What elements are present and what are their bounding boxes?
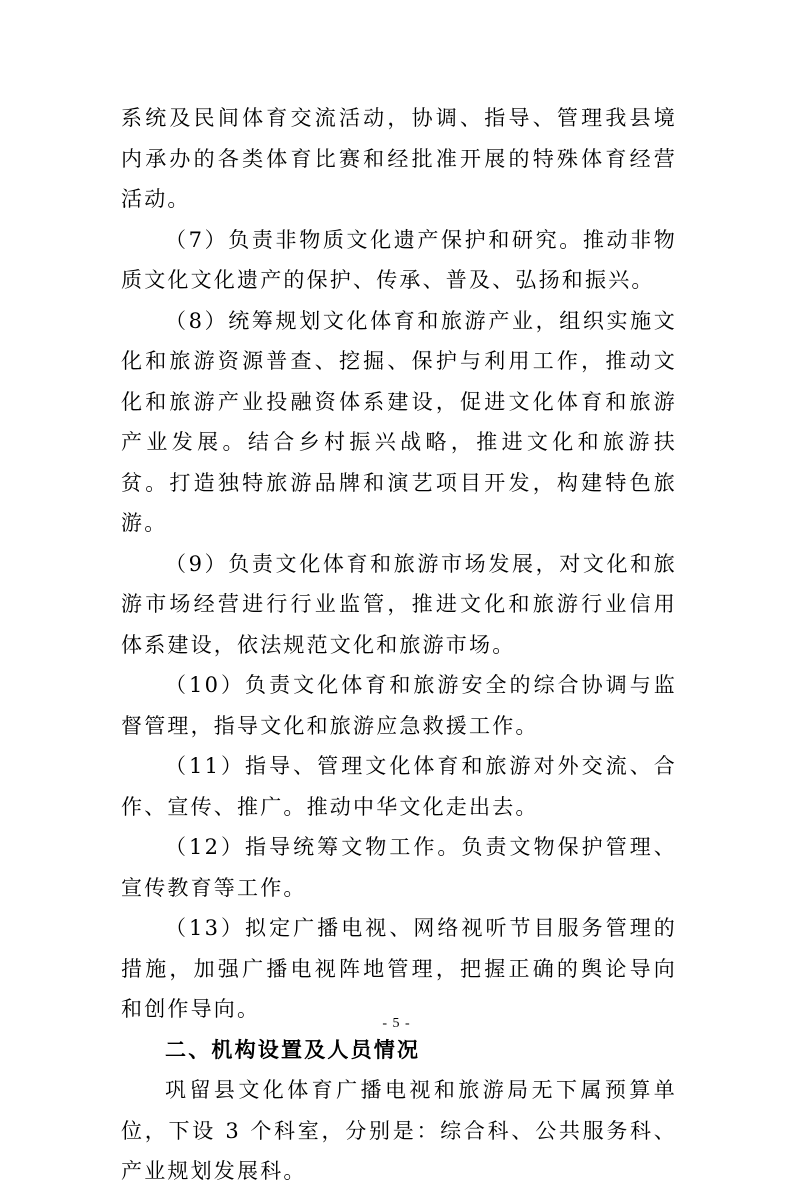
paragraph-item-9: （9）负责文化体育和旅游市场发展，对文化和旅游市场经营进行行业监管，推进文化和旅游行业信用体系建设，依法规范文化和旅游市场。 bbox=[121, 551, 677, 657]
paragraph-organization: 巩留县文化体育广播电视和旅游局无下属预算单位，下设 3 个科室，分别是：综合科、公共服务科、产业规划发展科。 bbox=[121, 1078, 677, 1183]
paragraph-item-7: （7）负责非物质文化遗产保护和研究。推动非物质文化文化遗产的保护、传承、普及、弘扬和振兴。 bbox=[121, 227, 677, 292]
paragraph-item-8: （8）统筹规划文化体育和旅游产业，组织实施文化和旅游资源普查、挖掘、保护与利用工作，推动文化和旅游产业投融资体系建设，促进文化体育和旅游产业发展。结合乡村振兴战略，推进文化和旅游扶贫。打造独特旅游品牌和演艺项目开发，构建特色旅游。 bbox=[121, 308, 677, 535]
paragraph-continuation: 系统及民间体育交流活动，协调、指导、管理我县境内承办的各类体育比赛和经批准开展的特殊体育经营活动。 bbox=[121, 106, 677, 211]
page-number: - 5 - bbox=[382, 1016, 411, 1031]
paragraph-item-10: （10）负责文化体育和旅游安全的综合协调与监督管理，指导文化和旅游应急救援工作。 bbox=[121, 673, 677, 738]
paragraph-item-13: （13）拟定广播电视、网络视听节目服务管理的措施，加强广播电视阵地管理，把握正确的舆论导向和创作导向。 bbox=[121, 916, 677, 1021]
paragraph-item-11: （11）指导、管理文化体育和旅游对外交流、合作、宣传、推广。推动中华文化走出去。 bbox=[121, 754, 677, 819]
section-heading: 二、机构设置及人员情况 bbox=[165, 1037, 421, 1062]
paragraph-item-12: （12）指导统筹文物工作。负责文物保护管理、宣传教育等工作。 bbox=[121, 835, 677, 900]
